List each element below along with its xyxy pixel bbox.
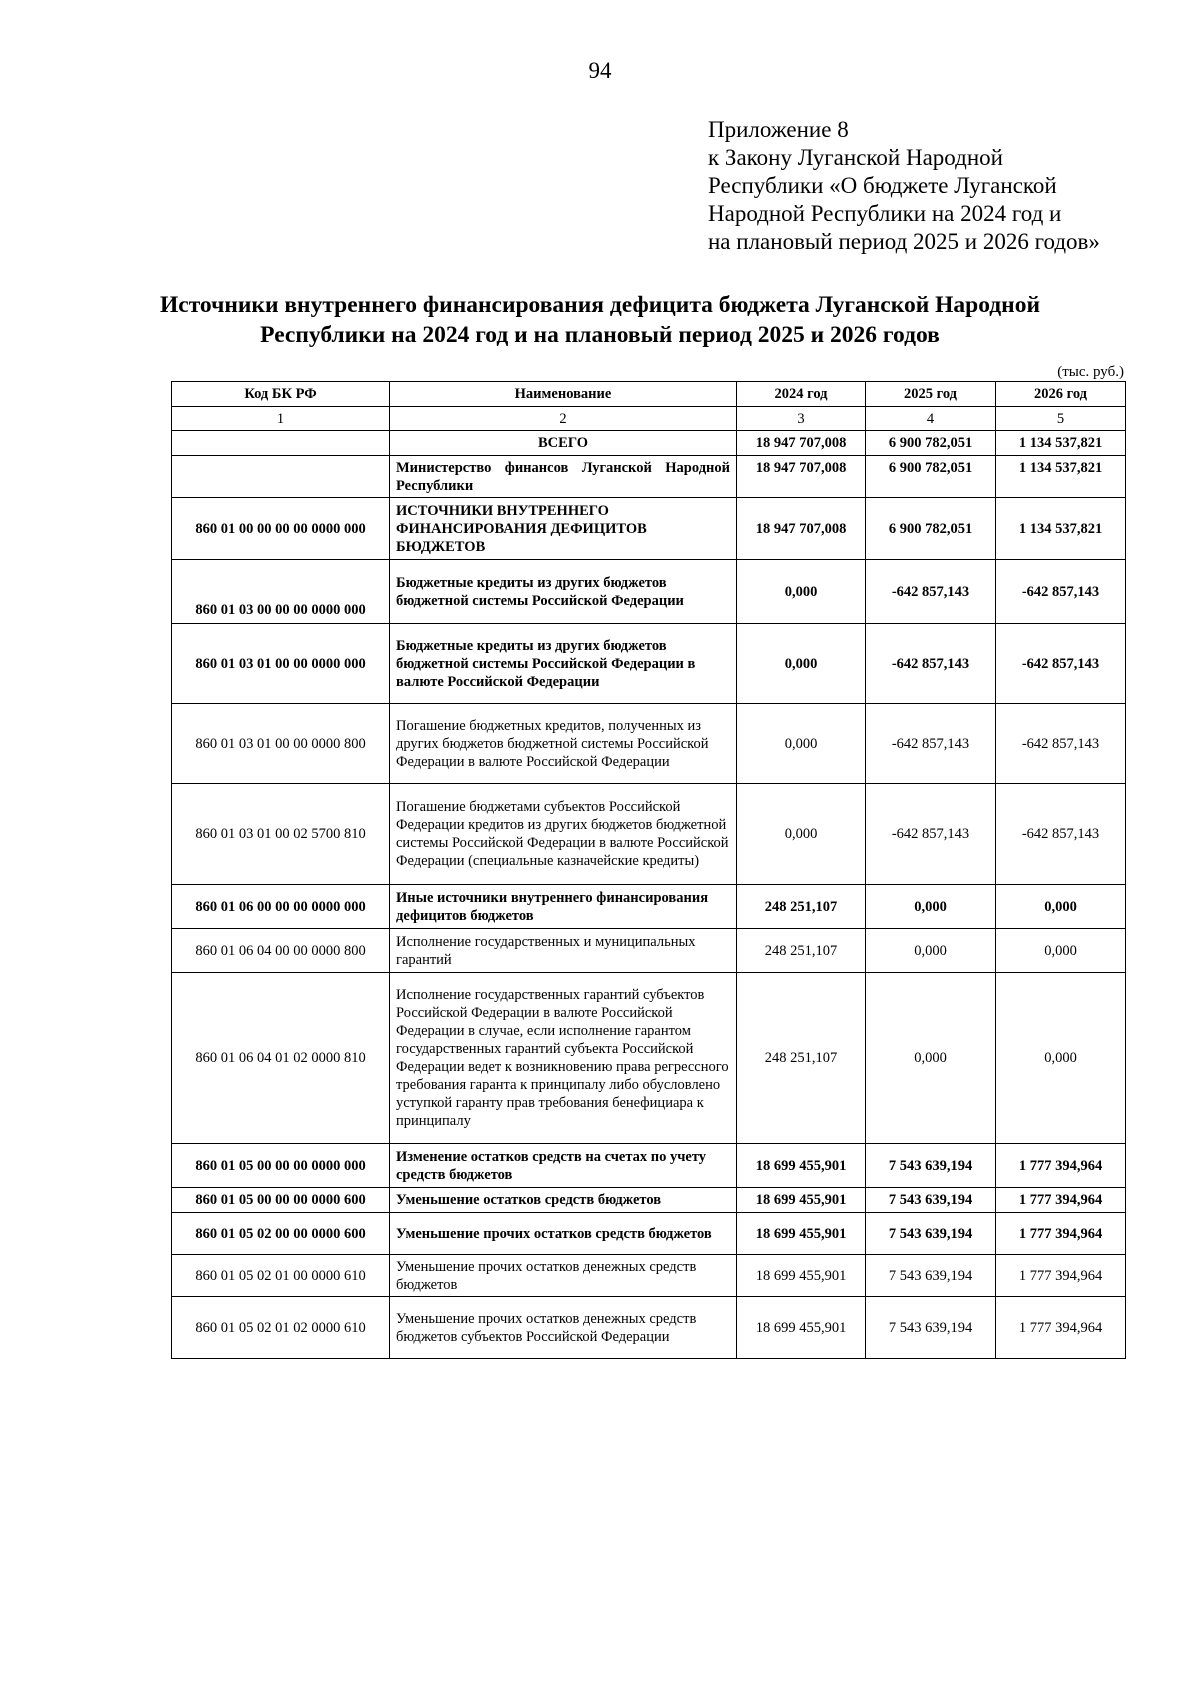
row-name: Уменьшение прочих остатков денежных средств бюджетов субъектов Российской Федерации	[390, 1297, 737, 1359]
row-code: 860 01 03 01 00 00 0000 000	[172, 624, 390, 704]
row-2025: 0,000	[866, 973, 996, 1144]
table-row	[172, 560, 1126, 624]
table-row	[172, 973, 1126, 1144]
row-2026: 1 134 537,821	[996, 431, 1126, 456]
row-2026: 0,000	[996, 929, 1126, 973]
table-row	[172, 929, 1126, 973]
sources-table	[171, 381, 1126, 1359]
header-code: Код БК РФ	[172, 382, 390, 407]
column-number: 5	[996, 407, 1126, 431]
row-name: Уменьшение остатков средств бюджетов	[390, 1188, 737, 1213]
document-title	[150, 290, 1050, 350]
row-name: Министерство финансов Луганской Народной Республики	[390, 456, 737, 498]
row-2026: 1 777 394,964	[996, 1297, 1126, 1359]
row-2024: 18 699 455,901	[737, 1188, 866, 1213]
row-name: Иные источники внутреннего финансирования дефицитов бюджетов	[390, 885, 737, 929]
row-code: 860 01 05 02 00 00 0000 600	[172, 1213, 390, 1255]
appendix-line: Приложение 8	[708, 117, 849, 142]
row-2024: 0,000	[737, 624, 866, 704]
row-2025: -642 857,143	[866, 624, 996, 704]
row-2026: -642 857,143	[996, 560, 1126, 624]
table-row	[172, 624, 1126, 704]
table-row	[172, 704, 1126, 784]
row-code: 860 01 06 00 00 00 0000 000	[172, 885, 390, 929]
row-2024: 0,000	[737, 560, 866, 624]
row-2026: 1 777 394,964	[996, 1213, 1126, 1255]
row-2026: -642 857,143	[996, 784, 1126, 885]
row-2024: 18 699 455,901	[737, 1297, 866, 1359]
row-code: 860 01 03 00 00 00 0000 000	[172, 560, 390, 624]
appendix-line: Республики «О бюджете Луганской	[708, 173, 1057, 198]
title-line: Источники внутреннего финансирования дефицита бюджета Луганской Народной	[159, 292, 1040, 318]
row-code	[172, 431, 390, 456]
units-label: (тыс. руб.)	[1057, 364, 1124, 380]
row-code	[172, 456, 390, 498]
row-2025: 0,000	[866, 929, 996, 973]
row-2025: 6 900 782,051	[866, 498, 996, 560]
row-name: Бюджетные кредиты из других бюджетов бюджетной системы Российской Федерации	[390, 560, 737, 624]
row-name: Уменьшение прочих остатков денежных средств бюджетов	[390, 1255, 737, 1297]
row-2024: 248 251,107	[737, 973, 866, 1144]
table-row	[172, 498, 1126, 560]
table-row	[172, 1213, 1126, 1255]
row-2025: 7 543 639,194	[866, 1297, 996, 1359]
row-2025: 7 543 639,194	[866, 1255, 996, 1297]
title-line: Республики на 2024 год и на плановый период 2025 и 2026 годов	[260, 322, 940, 348]
row-2026: 1 777 394,964	[996, 1255, 1126, 1297]
row-code: 860 01 05 02 01 00 0000 610	[172, 1255, 390, 1297]
table-row	[172, 456, 1126, 498]
row-name: Бюджетные кредиты из других бюджетов бюджетной системы Российской Федерации в валюте Российской Федерации	[390, 624, 737, 704]
table-row	[172, 885, 1126, 929]
row-code: 860 01 05 00 00 00 0000 000	[172, 1144, 390, 1188]
table-row	[172, 1255, 1126, 1297]
header-row	[172, 382, 1126, 407]
row-code: 860 01 00 00 00 00 0000 000	[172, 498, 390, 560]
row-2026: 1 134 537,821	[996, 456, 1126, 498]
row-2024: 0,000	[737, 784, 866, 885]
appendix-line: к Закону Луганской Народной	[708, 145, 1003, 170]
row-2026: 0,000	[996, 973, 1126, 1144]
row-2024: 0,000	[737, 704, 866, 784]
row-name: Изменение остатков средств на счетах по учету средств бюджетов	[390, 1144, 737, 1188]
row-code: 860 01 05 00 00 00 0000 600	[172, 1188, 390, 1213]
row-2025: -642 857,143	[866, 704, 996, 784]
table-row	[172, 784, 1126, 885]
header-2024: 2024 год	[737, 382, 866, 407]
appendix-line: на плановый период 2025 и 2026 годов»	[708, 229, 1100, 254]
row-2026: 1 134 537,821	[996, 498, 1126, 560]
row-2024: 18 947 707,008	[737, 498, 866, 560]
row-2025: 6 900 782,051	[866, 431, 996, 456]
row-2024: 18 947 707,008	[737, 431, 866, 456]
column-number: 1	[172, 407, 390, 431]
row-2025: -642 857,143	[866, 560, 996, 624]
page-number: 94	[588, 58, 612, 83]
table-row	[172, 1144, 1126, 1188]
column-number: 2	[390, 407, 737, 431]
row-2026: 1 777 394,964	[996, 1188, 1126, 1213]
row-name: Исполнение государственных и муниципальных гарантий	[390, 929, 737, 973]
row-2024: 18 699 455,901	[737, 1144, 866, 1188]
column-number: 3	[737, 407, 866, 431]
row-2025: -642 857,143	[866, 784, 996, 885]
row-2025: 7 543 639,194	[866, 1144, 996, 1188]
column-number: 4	[866, 407, 996, 431]
row-2024: 18 699 455,901	[737, 1255, 866, 1297]
row-name: ВСЕГО	[390, 431, 737, 456]
table-row	[172, 1297, 1126, 1359]
header-2026: 2026 год	[996, 382, 1126, 407]
row-name: Уменьшение прочих остатков средств бюджетов	[390, 1213, 737, 1255]
row-name: Погашение бюджетами субъектов Российской Федерации кредитов из других бюджетов бюджетной системы Российской Федерации в валюте Российской Федерации (специальные казначейские кредиты)	[390, 784, 737, 885]
row-2025: 7 543 639,194	[866, 1188, 996, 1213]
row-2026: 0,000	[996, 885, 1126, 929]
row-2024: 248 251,107	[737, 929, 866, 973]
row-code: 860 01 06 04 00 00 0000 800	[172, 929, 390, 973]
row-2026: -642 857,143	[996, 704, 1126, 784]
appendix-line: Народной Республики на 2024 год и	[708, 201, 1062, 226]
row-name: Погашение бюджетных кредитов, полученных из других бюджетов бюджетной системы Российской Федерации в валюте Российской Федерации	[390, 704, 737, 784]
row-2026: 1 777 394,964	[996, 1144, 1126, 1188]
row-code: 860 01 03 01 00 02 5700 810	[172, 784, 390, 885]
row-2024: 18 947 707,008	[737, 456, 866, 498]
row-2025: 6 900 782,051	[866, 456, 996, 498]
header-name: Наименование	[390, 382, 737, 407]
row-code: 860 01 03 01 00 00 0000 800	[172, 704, 390, 784]
row-2024: 248 251,107	[737, 885, 866, 929]
row-2026: -642 857,143	[996, 624, 1126, 704]
row-name: ИСТОЧНИКИ ВНУТРЕННЕГО ФИНАНСИРОВАНИЯ ДЕФИЦИТОВ БЮДЖЕТОВ	[390, 498, 737, 560]
row-code: 860 01 05 02 01 02 0000 610	[172, 1297, 390, 1359]
appendix-note	[708, 116, 1100, 256]
table-row	[172, 1188, 1126, 1213]
table-row	[172, 431, 1126, 456]
row-2025: 7 543 639,194	[866, 1213, 996, 1255]
row-code: 860 01 06 04 01 02 0000 810	[172, 973, 390, 1144]
row-2025: 0,000	[866, 885, 996, 929]
column-number-row	[172, 407, 1126, 431]
row-name: Исполнение государственных гарантий субъектов Российской Федерации в валюте Российской Федерации в случае, если исполнение гарантом государственных гарантий субъекта Российской Федерации ведет к возникновению права регрессного требования гаранта к принципалу либо обусловлено уступкой гаранту прав требования бенефициара к принципалу	[390, 973, 737, 1144]
row-2024: 18 699 455,901	[737, 1213, 866, 1255]
header-2025: 2025 год	[866, 382, 996, 407]
